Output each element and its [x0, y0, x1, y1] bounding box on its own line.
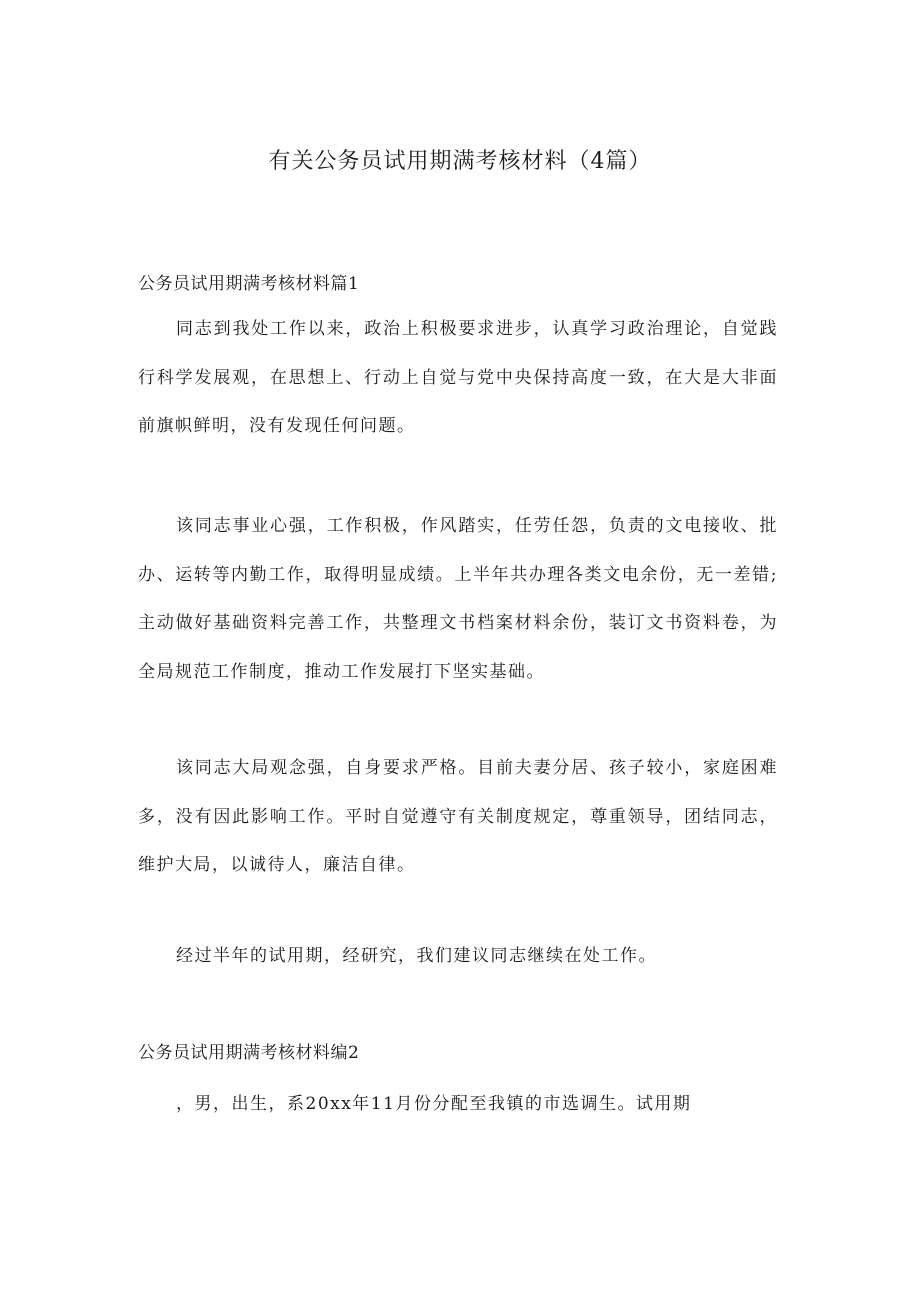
paragraph: 同志到我处工作以来，政治上积极要求进步，认真学习政治理论，自觉践行科学发展观，在思想上、行动上自觉与党中央保持高度一致，在大是大非面前旗帜鲜明，没有发现任何问题。	[138, 319, 778, 436]
document-title: 有关公务员试用期满考核材料（4篇）	[268, 149, 652, 174]
paragraph: 该同志事业心强，工作积极，作风踏实，任劳任怨，负责的文电接收、批办、运转等内勤工作，取得明显成绩。上半年共办理各类文电余份，无一差错;主动做好基础资料完善工作，共整理文书档案材料余份，装订文书资料卷，为全局规范工作制度，推动工作发展打下坚实基础。	[138, 516, 778, 682]
section-heading-1: 公务员试用期满考核材料篇1	[138, 274, 360, 294]
section-heading-2: 公务员试用期满考核材料编2	[138, 1043, 360, 1063]
paragraph: ，男，出生，系20xx年11月份分配至我镇的市选调生。试用期	[176, 1094, 692, 1114]
paragraph: 该同志大局观念强，自身要求严格。目前夫妻分居、孩子较小，家庭困难多，没有因此影响工作。平时自觉遵守有关制度规定，尊重领导，团结同志，维护大局，以诚待人，廉洁自律。	[138, 758, 778, 875]
paragraph: 经过半年的试用期，经研究，我们建议同志继续在处工作。	[176, 946, 657, 966]
